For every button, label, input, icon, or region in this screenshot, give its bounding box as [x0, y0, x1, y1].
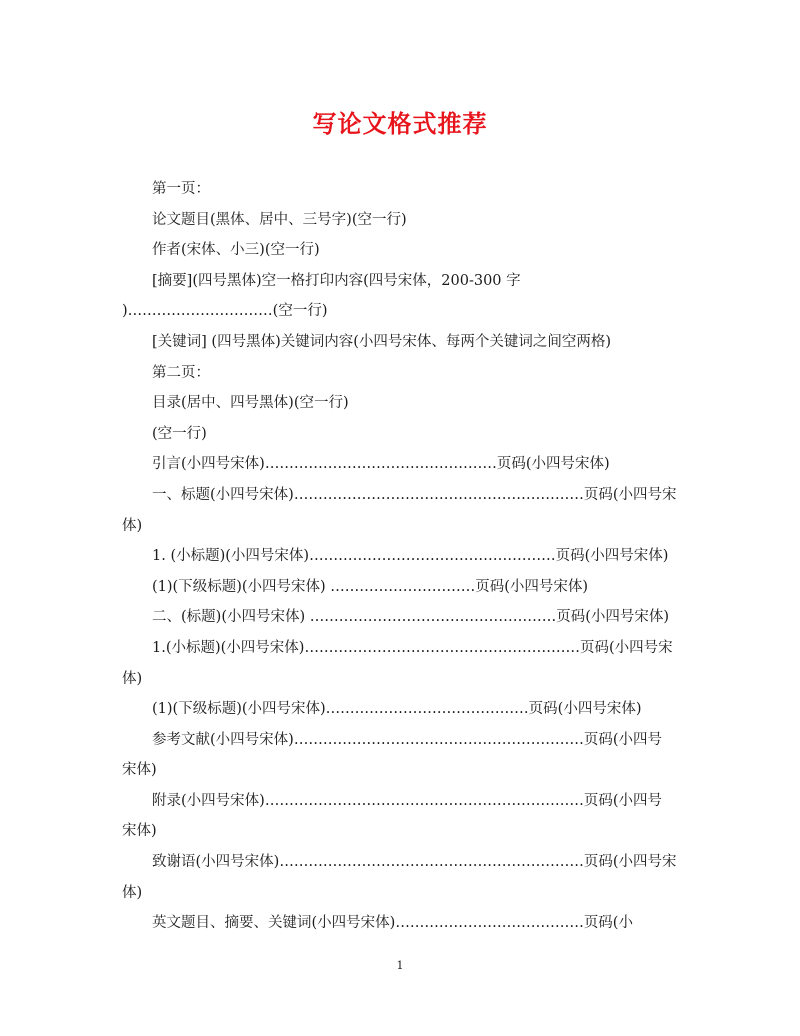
- paragraph-line: 目录(居中、四号黑体)(空一行): [152, 395, 349, 412]
- toc-entry: 二、(标题)(小四号宋体) ……………………………………………页码(小四号宋体): [152, 609, 670, 626]
- toc-entry: 英文题目、摘要、关键词(小四号宋体)…………………………………页码(小: [152, 915, 633, 932]
- toc-entry-continuation: 宋体): [122, 823, 157, 840]
- document-body: [122, 174, 682, 939]
- toc-entry: 附录(小四号宋体)…………………………………………………………页码(小四号: [152, 792, 662, 809]
- toc-entry-continuation: 宋体): [122, 762, 157, 779]
- toc-entry: 1.(小标题)(小四号宋体)…………………………………………………页码(小四号宋: [152, 639, 673, 656]
- toc-entry-continuation: 体): [122, 517, 143, 534]
- toc-entry: 引言(小四号宋体)…………………………………………页码(小四号宋体): [152, 456, 610, 473]
- toc-entry-continuation: 体): [122, 884, 143, 901]
- toc-entry: 1. (小标题)(小四号宋体)……………………………………………页码(小四号宋体): [152, 548, 669, 565]
- toc-entry: 致谢语(小四号宋体)………………………………………………………页码(小四号宋: [152, 854, 677, 871]
- toc-entry: (1)(下级标题)(小四号宋体) …………………………页码(小四号宋体): [152, 578, 589, 595]
- paragraph-line: (空一行): [152, 425, 207, 442]
- paragraph-line: 论文题目(黑体、居中、三号字)(空一行): [152, 211, 407, 228]
- paragraph-line: [关键词] (四号黑体)关键词内容(小四号宋体、每两个关键词之间空两格): [152, 333, 612, 350]
- toc-entry: 参考文献(小四号宋体)……………………………………………………页码(小四号: [152, 731, 662, 748]
- page-number: 1: [396, 959, 404, 972]
- toc-entry: (1)(下级标题)(小四号宋体)……………………………………页码(小四号宋体): [152, 701, 642, 718]
- paragraph-line: 第一页：: [152, 181, 210, 197]
- paragraph-line: 第二页：: [152, 364, 210, 381]
- paragraph-line: )…………………………(空一行): [122, 303, 328, 320]
- toc-entry: 一、标题(小四号宋体)……………………………………………………页码(小四号宋: [152, 486, 677, 503]
- paragraph-line: [摘要](四号黑体)空一格打印内容(四号宋体，200-300 字: [152, 272, 521, 289]
- paragraph-line: 作者(宋体、小三)(空一行): [152, 242, 320, 259]
- document-title: 写论文格式推荐: [312, 109, 488, 138]
- toc-entry-continuation: 体): [122, 670, 143, 687]
